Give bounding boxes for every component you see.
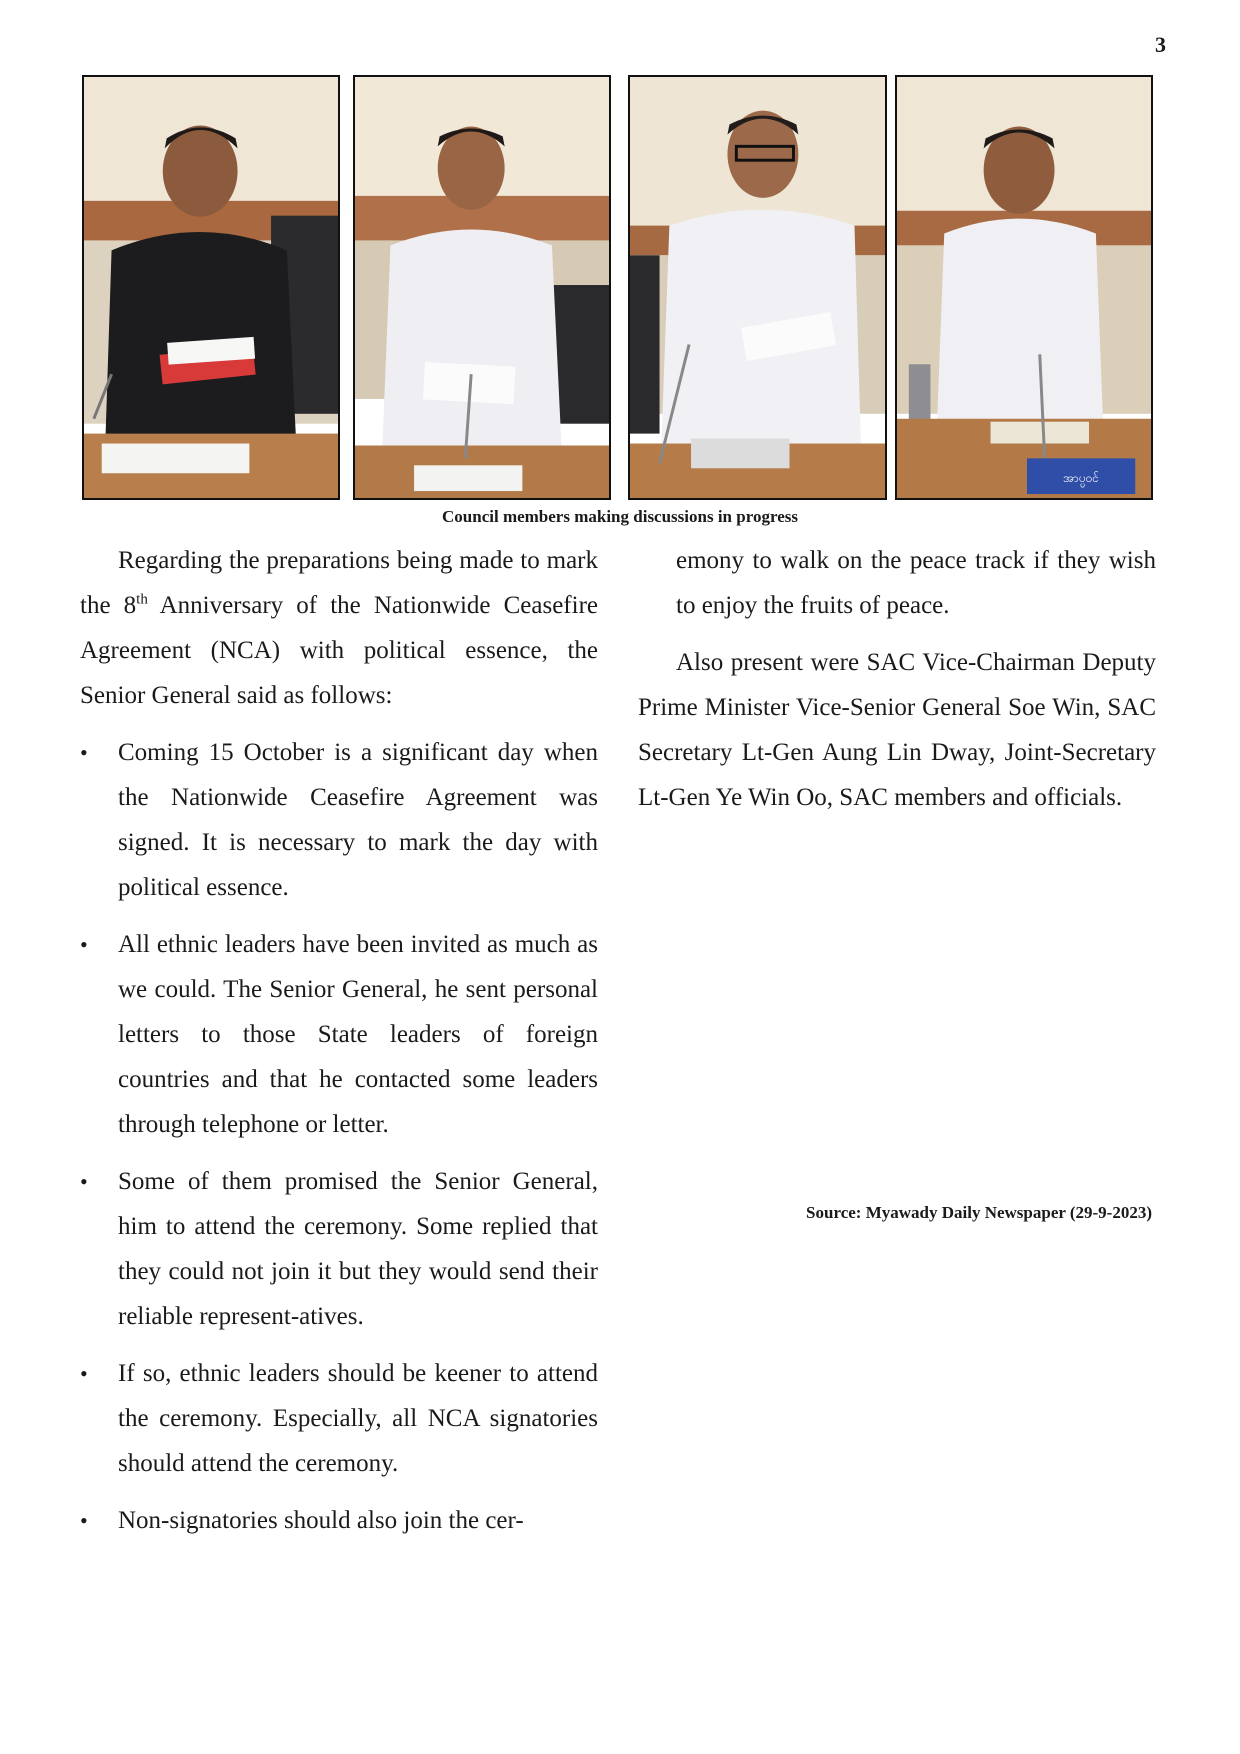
page-number: 3: [1155, 32, 1166, 57]
list-item-text: If so, ethnic leaders should be keener to attend the ceremony. Especially, all NCA signatories should attend the ceremony.: [118, 1360, 598, 1477]
list-item: [80, 922, 598, 1147]
right-column: [638, 538, 1156, 820]
source-credit: Source: Myawady Daily Newspaper (29-9-2023): [806, 1203, 1152, 1222]
member-1-photo: [82, 75, 340, 500]
bullet-icon: •: [80, 1169, 88, 1194]
list-item: [80, 1498, 598, 1543]
bullet-icon: •: [80, 1508, 88, 1533]
nameplate-text: အာပ္ပဝင်: [1063, 471, 1099, 486]
member-4-photo: [895, 75, 1153, 500]
closing-paragraph: Also present were SAC Vice-Chairman Deputy Prime Minister Vice-Senior General Soe Win, SAC Secretary Lt-Gen Aung Lin Dway, Joint-Secretary Lt-Gen Ye Win Oo, SAC members and officials.: [638, 649, 1156, 811]
continuation-paragraph: emony to walk on the peace track if they wish to enjoy the fruits of peace.: [676, 547, 1156, 619]
list-item: [80, 1351, 598, 1486]
intro-paragraph: [80, 538, 598, 718]
left-column: [80, 538, 598, 1555]
list-item: [80, 730, 598, 910]
list-item-text: Coming 15 October is a significant day when the Nationwide Ceasefire Agreement was signed. It is necessary to mark the day with political essence.: [118, 739, 598, 901]
list-item: [80, 1159, 598, 1339]
list-item-text: All ethnic leaders have been invited as much as we could. The Senior General, he sent personal letters to those State leaders of foreign countries and that he contacted some leaders through telephone or letter.: [118, 931, 598, 1138]
ordinal-suffix: th: [136, 591, 148, 608]
member-3-photo: [628, 75, 887, 500]
intro-text-start: Regarding the preparations being made to mark the 8: [80, 547, 598, 619]
bullet-icon: •: [80, 1361, 88, 1386]
list-item-text: Some of them promised the Senior General, him to attend the ceremony. Some replied that they could not join it but they would send their reliable represent-atives.: [118, 1168, 598, 1330]
bullet-list: [80, 730, 598, 1543]
intro-text-end: Anniversary of the Nationwide Ceasefire Agreement (NCA) with political essence, the Senior General said as follows:: [80, 592, 598, 709]
list-item-text: Non-signatories should also join the cer-: [118, 1507, 524, 1534]
member-2-photo: [353, 75, 611, 500]
photo-caption: Council members making discussions in progress: [442, 507, 798, 526]
bullet-icon: •: [80, 740, 88, 765]
bullet-icon: •: [80, 932, 88, 957]
